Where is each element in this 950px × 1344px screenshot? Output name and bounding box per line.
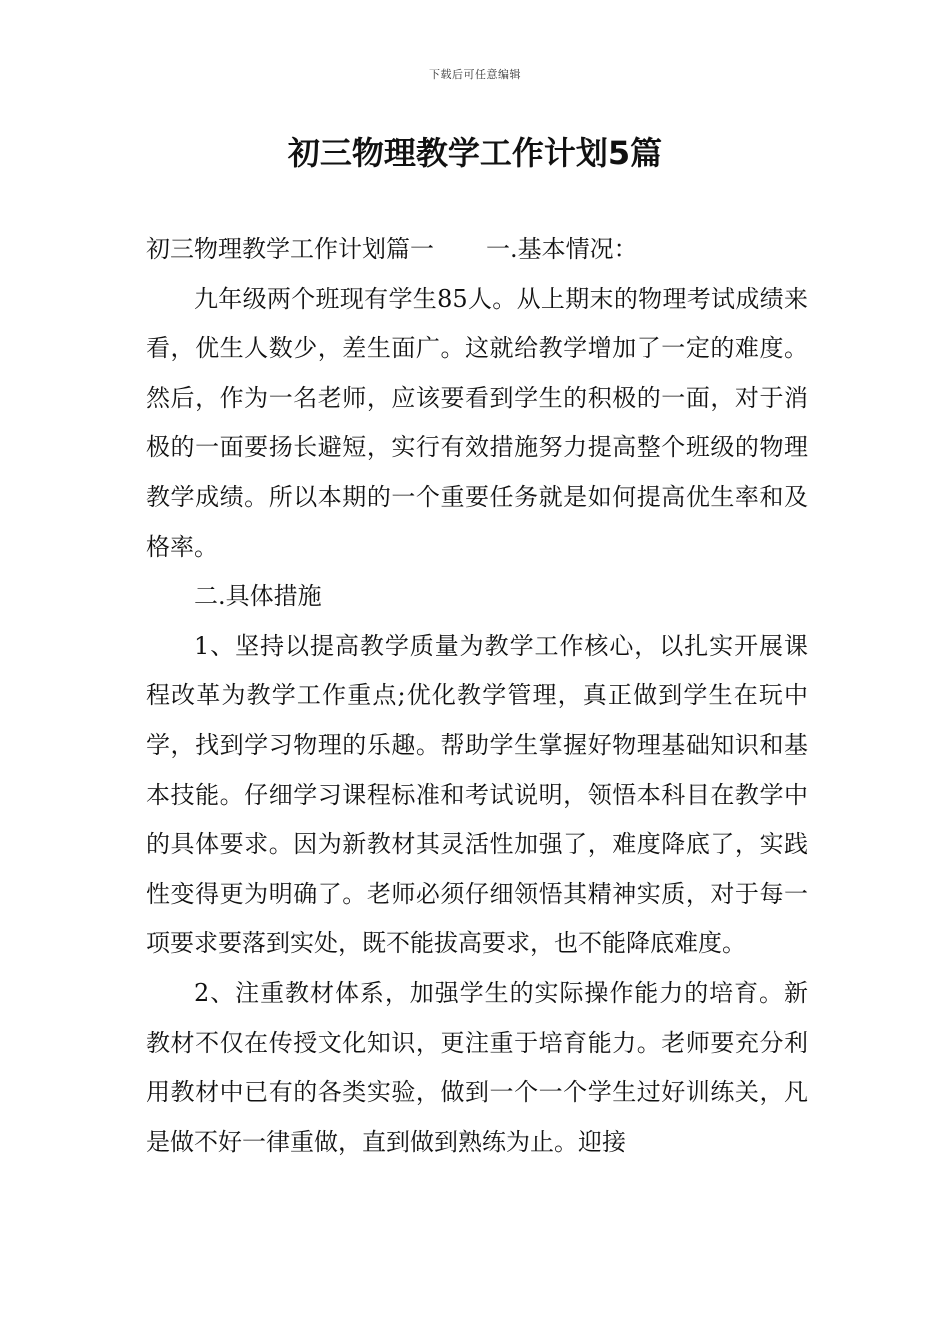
section-heading: 初三物理教学工作计划篇一 [146,235,434,263]
paragraph-measure-2: 2、注重教材体系，加强学生的实际操作能力的培育。新教材不仅在传授文化知识，更注重于培育能力。老师要充分利用教材中已有的各类实验，做到一个一个学生过好训练关，凡是做不好一律重做，直到做到熟练为止。迎接 [146,978,808,1156]
subsection-heading-measures: 二.具体措施 [194,582,322,611]
document-body [146,225,808,1167]
subsection-heading-basic: 一.基本情况： [486,235,638,263]
header-note: 下载后可任意编辑 [429,68,521,81]
document-title: 初三物理教学工作计划5篇 [287,134,663,172]
intro-line [146,225,808,275]
paragraph-basic-situation: 九年级两个班现有学生85人。从上期末的物理考试成绩来看，优生人数少，差生面广。这就给教学增加了一定的难度。然后，作为一名老师，应该要看到学生的积极的一面，对于消极的一面要扬长避短，实行有效措施努力提高整个班级的物理教学成绩。所以本期的一个重要任务就是如何提高优生率和及格率。 [146,284,808,561]
paragraph-measure-1: 1、坚持以提高教学质量为教学工作核心，以扎实开展课程改革为教学工作重点;优化教学管理，真正做到学生在玩中学，找到学习物理的乐趣。帮助学生掌握好物理基础知识和基本技能。仔细学习课程标准和考试说明，领悟本科目在教学中的具体要求。因为新教材其灵活性加强了，难度降底了，实践性变得更为明确了。老师必须仔细领悟其精神实质，对于每一项要求要落到实处，既不能拔高要求，也不能降底难度。 [146,631,808,958]
